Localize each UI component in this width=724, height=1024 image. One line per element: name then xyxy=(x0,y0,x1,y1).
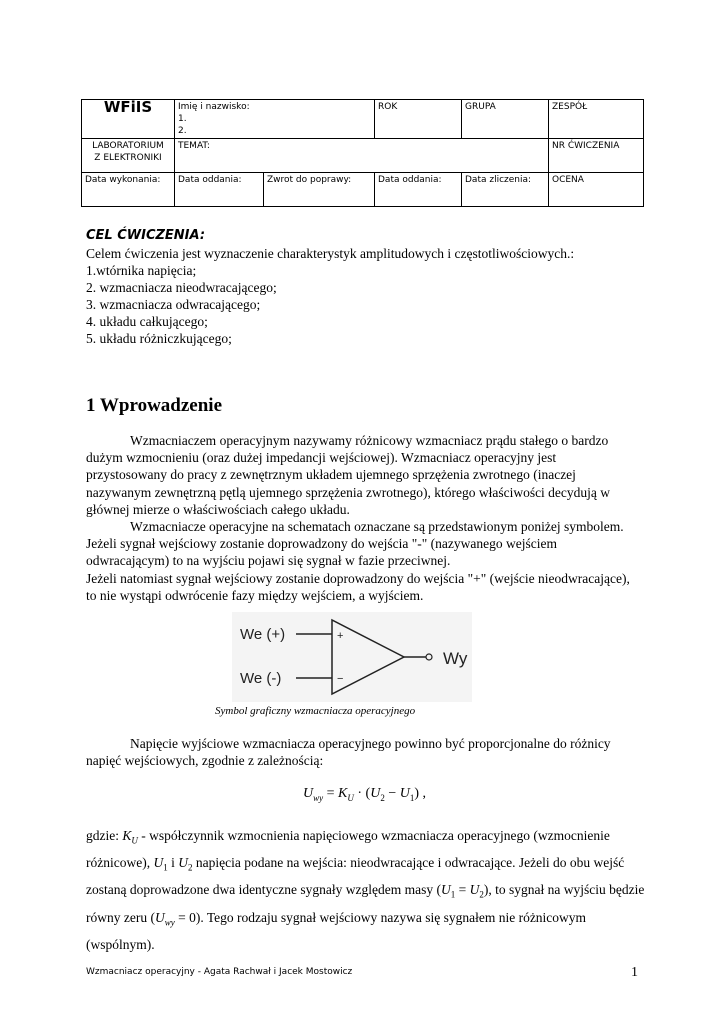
minus-sign: − xyxy=(337,673,344,685)
cel-line: 1.wtórnika napięcia; xyxy=(86,263,197,278)
cel-line: Celem ćwiczenia jest wyznaczenie charakterystyk amplitudowych i częstotliwościowych.: xyxy=(86,246,575,261)
grupa-label: GRUPA xyxy=(465,102,496,112)
zwrot-label: Zwrot do poprawy: xyxy=(267,175,352,185)
paragraph-3-text: Jeżeli natomiast sygnał wejściowy zostanie doprowadzony do wejścia "+" (wejście nieodwracające), to nie wystąpi odwrócenie fazy między wejściem, a wyjściem. xyxy=(86,571,630,604)
cel-line: 4. układu całkującego; xyxy=(86,314,208,329)
paragraph-2-text: Wzmacniacze operacyjne na schematach oznaczane są przedstawionym poniżej symbolem. Jeżeli sygnał wejściowy zostanie doprowadzony do wejścia "-" (nazywanego wejściem odwracającym) to na wyjściu pojawi się sygnał w fazie przeciwnej. xyxy=(86,519,624,569)
paragraph-3 xyxy=(86,570,638,604)
ocena-label: OCENA xyxy=(552,175,584,185)
cel-line: 3. wzmacniacza odwracającego; xyxy=(86,297,261,312)
data-oddania-cell-1 xyxy=(175,173,264,207)
data-oddania-label-1: Data oddania: xyxy=(178,175,242,185)
zespol-label: ZESPÓŁ xyxy=(552,102,588,112)
temat-label: TEMAT: xyxy=(178,141,210,151)
paragraph-4-text: Napięcie wyjściowe wzmacniacza operacyjnego powinno być proporcjonalne do różnicy napięć wejściowych, zgodnie z zależnością: xyxy=(86,736,611,769)
data-wykonania-label: Data wykonania: xyxy=(85,175,161,185)
paragraph-2 xyxy=(86,518,638,570)
name-cell xyxy=(175,100,375,139)
temat-cell xyxy=(175,139,549,173)
logo-text: WFiIS xyxy=(103,98,153,116)
ocena-cell xyxy=(549,173,644,207)
cel-heading: CEL ĆWICZENIA: xyxy=(86,228,206,243)
output-label: Wy xyxy=(443,649,468,668)
name-2: 2. xyxy=(178,126,187,136)
cel-line: 5. układu różniczkującego; xyxy=(86,331,232,346)
figure-caption: Symbol graficzny wzmacniacza operacyjnego xyxy=(215,705,416,717)
nr-cell xyxy=(549,139,644,173)
data-oddania-label-2: Data oddania: xyxy=(378,175,442,185)
header-table xyxy=(81,99,644,207)
gain-formula: $U_{wy} = K_U \cdot (U_2 - U_1)$ , xyxy=(303,786,427,803)
grupa-cell xyxy=(462,100,549,139)
rok-label: ROK xyxy=(378,102,398,112)
lab-line1: LABORATORIUM xyxy=(92,141,164,151)
input-minus-label: We (-) xyxy=(240,670,282,687)
logo-cell xyxy=(82,100,175,139)
section-title: 1 Wprowadzenie xyxy=(86,395,222,416)
rok-cell xyxy=(375,100,462,139)
data-zliczenia-cell xyxy=(462,173,549,207)
paragraph-1 xyxy=(86,432,638,518)
data-wykonania-cell xyxy=(82,173,175,207)
cel-body xyxy=(86,245,574,347)
nr-cwiczenia-label: NR ĆWICZENIA xyxy=(552,141,620,151)
cel-line: 2. wzmacniacza nieodwracającego; xyxy=(86,280,277,295)
plus-sign: + xyxy=(337,630,344,642)
name-label: Imię i nazwisko: xyxy=(178,102,250,112)
data-zliczenia-label: Data zliczenia: xyxy=(465,175,532,185)
zespol-cell xyxy=(549,100,644,139)
input-plus-label: We (+) xyxy=(240,626,286,643)
paragraph-1-text: Wzmacniaczem operacyjnym nazywamy różnicowy wzmacniacz prądu stałego o bardzo dużym wzmocnieniu (oraz dużej impedancji wejściowej). Wzmacniacz operacyjny jest przystosowany do pracy z zewnętrznym układem ujemnego sprzężenia zwrotnego (inaczej nazywanym zewnętrzną pętlą ujemnego sprzężenia zwrotnego), którego właściwości decydują w głównej mierze o właściwościach całego układu. xyxy=(86,433,611,517)
data-oddania-cell-2 xyxy=(375,173,462,207)
lab-cell xyxy=(82,139,175,173)
formula-explanation: gdzie: $K_U$ - współczynnik wzmocnienia napięciowego wzmacniacza operacyjnego (wzmocnienie różnicowe), $U_1$ i $U_2$ napięcia podane na wejścia: nieodwracające i odwracające. Jeżeli do obu wejść zostaną doprowadzone dwa identyczne sygnały względem masy $(U_1 = U_2)$, to sygnał na wyjściu będzie równy zeru $(U_{wy} = 0)$. Tego rodzaju sygnał wejściowy nazywa się sygnałem nie różnicowym (wspólnym). xyxy=(86,828,645,952)
name-1: 1. xyxy=(178,114,187,124)
zwrot-cell xyxy=(264,173,375,207)
opamp-symbol-figure xyxy=(232,612,472,702)
footer-text: Wzmacniacz operacyjny - Agata Rachwał i Jacek Mostowicz xyxy=(86,967,353,977)
lab-line2: Z ELEKTRONIKI xyxy=(94,153,162,163)
paragraph-4 xyxy=(86,735,638,769)
page-number: 1 xyxy=(631,965,638,980)
